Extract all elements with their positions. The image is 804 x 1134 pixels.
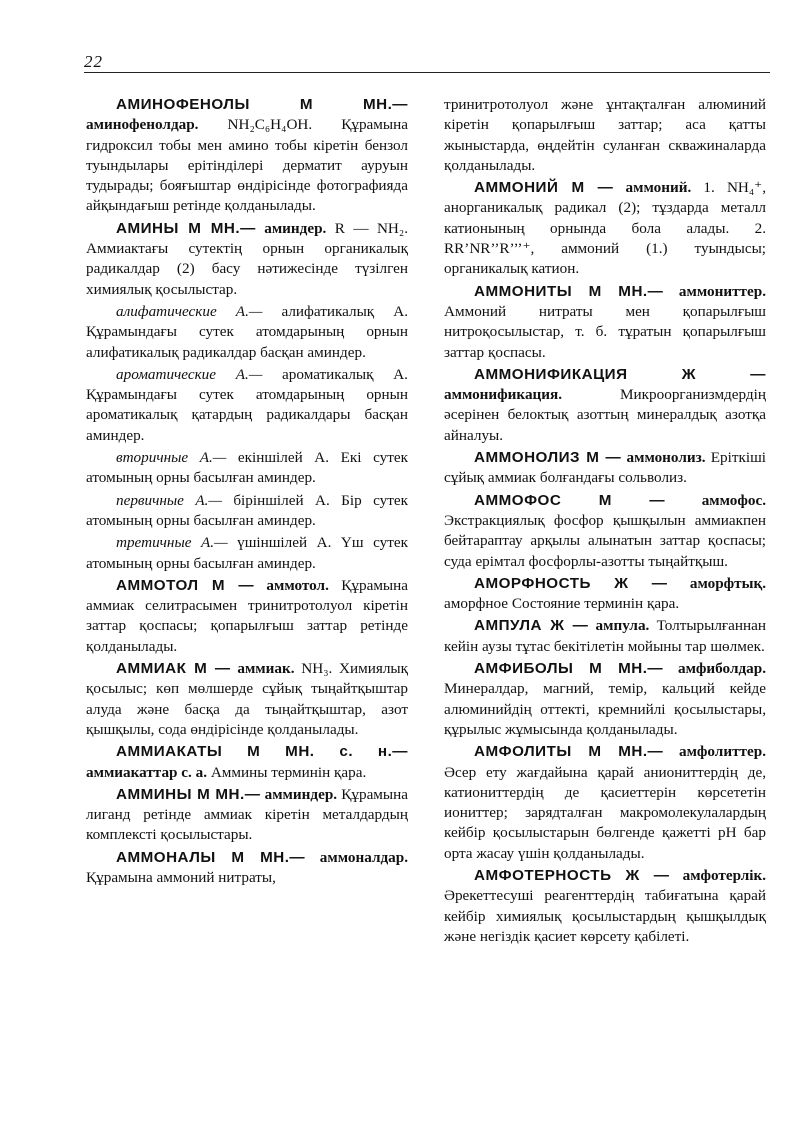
entry-translation: аммоний.: [625, 179, 692, 197]
dictionary-entry: [444, 574, 766, 615]
dictionary-entry: [86, 95, 408, 217]
entry-translation: аминофенолдар.: [86, 116, 199, 134]
sub-entry: [86, 448, 408, 489]
entry-continuation: тринитротолуол және ұнтақталған алюминий кіретін қопарылғыш заттар; аса қатты жыныстарда, өңдейтін суланған скважиналарда қолданылады.: [444, 96, 766, 174]
entry-definition: Құрамына аммиак селитрасымен тринитротолуол кіретін заттар қоспасы; қопарылғыш заттар ретінде қолданылады.: [86, 576, 408, 655]
entry-definition: Құрамына лиганд ретінде аммиак кіретін металдардың комплексті қосылыстары.: [86, 785, 408, 844]
entry-definition: Әрекеттесуші реагенттердің табиғатына қарай кейбір химиялық қосылыстардың қышқылдық және негіздік қасиет көрсету қабілеті.: [444, 887, 766, 945]
entry-definition: Құрамына аммоний нитраты,: [86, 868, 276, 886]
entry-definition: NH₂C₆H₄OH. Құрамына гидроксил тобы мен амино тобы кіретін бензол туындылары ерітінділері дерматит ауруын тудырады; бояғыштар өндірісінде фотографияда айқындағыш ретінде қолданылады.: [86, 116, 408, 215]
entry-translation: аммотол.: [266, 576, 329, 594]
entry-headword: АММОНАЛЫ М МН.—: [116, 848, 306, 866]
entry-headword: АММОНИФИКАЦИЯ Ж —: [474, 365, 766, 383]
entry-headword: АММОТОЛ М —: [116, 576, 255, 594]
sub-entry-definition: үшіншілей А. Үш сутек атомының орны басылған аминдер.: [86, 534, 408, 572]
dictionary-entry: [444, 365, 766, 446]
entry-definition: Аммины терминін қара.: [207, 763, 367, 781]
entry-definition: 1. NH₄⁺, анорганикалық радикал (2); тұздарда металл катионының орнында бола алады. 2. RR’NR’’R’’’⁺, аммоний (1.) туындысы; органикалық катион.: [444, 179, 767, 278]
entry-translation: аммониттер.: [678, 282, 767, 300]
sub-entry: [86, 365, 408, 446]
entry-definition: Әсер ету жағдайына қарай аниониттердің де, катиониттердің де қасиеттерін көрсететін иониттер; зарядталған макромолекулалардың кейбір қосылыстарын бөлгенде қажетті pH бар орта жасау үшін қолданылады.: [444, 763, 766, 862]
entry-translation: аморфтық.: [689, 574, 767, 592]
entry-definition: Ерiткiшi сұйық аммиак болғандағы сольволиз.: [444, 449, 766, 487]
entry-headword: АММОНИТЫ М МН.—: [474, 282, 664, 300]
sub-entry-term: ароматические А.—: [116, 365, 263, 383]
entry-translation: ампула.: [595, 617, 650, 635]
entry-translation: амфолиттер.: [678, 743, 766, 761]
entry-definition: NH₃. Химиялық қосылыс; көп мөлшерде сұйық тыңайтқыштар алуда және басқа да тыңайтқыштар, азот қышқылы, сода өндірісінде қолданылады.: [86, 660, 409, 738]
dictionary-entry: [444, 282, 766, 363]
entry-translation: амминдер.: [264, 785, 338, 803]
sub-entry: [86, 491, 408, 532]
dictionary-entry: [86, 219, 408, 300]
dictionary-entry: [444, 178, 766, 279]
entry-definition: Экстракциялық фосфор қышқылын аммиакпен бейтараптау арқылы алынатын заттар қоспасы; суда ерімтал фосфорлы-азотты тыңайтқыш.: [444, 511, 766, 570]
sub-entry: [86, 302, 408, 363]
entry-translation: амфиболдар.: [677, 660, 766, 678]
entry-translation: аминдер.: [264, 219, 327, 237]
entry-headword: АММОНОЛИЗ М —: [474, 449, 622, 467]
entry-translation: аммоналдар.: [319, 848, 408, 866]
sub-entry-definition: біріншілей А. Бір сутек атомының орны басылған аминдер.: [86, 491, 408, 529]
entry-definition: Минералдар, магний, темір, кальций кейде алюминийдің оттекті, кремнийлі қосылыстары, құрылыс жұмысында қолданылады.: [444, 680, 766, 738]
sub-entry-term: третичные А.—: [116, 534, 228, 552]
entry-definition: R — NH₂. Аммиактағы сутектің орнын органикалық радикалдар (2) басу нәтижесінде түзілген химиялық қосылыстар.: [86, 219, 408, 298]
entry-translation: амфотерлік.: [682, 866, 766, 884]
dictionary-entry: [444, 742, 766, 864]
dictionary-entry: [444, 616, 766, 657]
sub-entry-definition: ароматикалық А. Құрамындағы сутек атомдарының орнын ароматикалық қатардың радикалдары басқан аминдер.: [86, 365, 408, 444]
entry-headword: АМФОЛИТЫ М МН.—: [474, 743, 664, 761]
entry-definition: Микроорганизмдердің әсерінен белоктық азоттың минералдық азотқа айналуы.: [444, 386, 766, 444]
dictionary-entry: [86, 742, 408, 783]
dictionary-entry: [444, 448, 766, 489]
entry-headword: АММИАК М —: [116, 660, 231, 678]
sub-entry: [86, 533, 408, 574]
entry-headword: АММОНИЙ М —: [474, 179, 614, 197]
sub-entry-definition: екіншілей А. Екі сутек атомының орны басылған аминдер.: [86, 449, 408, 487]
sub-entry-term: алифатические А.—: [116, 302, 263, 320]
entry-headword: АММИНЫ М МН.—: [116, 785, 261, 803]
entry-headword: АМИНОФЕНОЛЫ М МН.—: [116, 96, 408, 113]
entry-translation: аммонификация.: [444, 386, 563, 404]
dictionary-entry: [86, 659, 408, 740]
entry-translation: аммиак.: [237, 660, 295, 678]
sub-entry-definition: алифатикалық А. Құрамындағы сутек атомдарының орнын алифатикалық радикалдар басқан аминдер.: [86, 302, 409, 361]
entry-translation: аммиакаттар с. а.: [86, 763, 208, 781]
entry-headword: АММОФОС М —: [474, 491, 666, 509]
sub-entry-term: первичные А.—: [116, 491, 222, 509]
right-column: [444, 95, 766, 949]
entry-translation: аммонолиз.: [626, 449, 706, 467]
entry-headword: АМИНЫ М МН.—: [116, 219, 256, 237]
entry-translation: аммофос.: [701, 491, 767, 509]
left-column: [86, 95, 408, 890]
dictionary-entry: [86, 576, 408, 657]
entry-headword: АММИАКАТЫ М МН. с. н.—: [116, 743, 408, 761]
entry-definition: Толтырылғаннан кейін аузы тұтас бекітілетін мойыны тар шөлмек.: [444, 617, 767, 655]
sub-entry-term: вторичные А.—: [116, 449, 227, 467]
entry-headword: АМПУЛА Ж —: [474, 617, 589, 635]
dictionary-entry: [444, 491, 766, 572]
entry-headword: АМОРФНОСТЬ Ж —: [474, 574, 668, 592]
header-rule: [84, 72, 770, 73]
entry-definition: Аммоний нитраты мен қопарылғыш нитроқосылыстар, т. б. тұратын қопарылғыш заттар қоспасы.: [444, 302, 766, 361]
entry-headword: АМФИБОЛЫ М МН.—: [474, 660, 664, 678]
dictionary-entry: [444, 866, 766, 947]
page-number: 22: [84, 52, 103, 71]
entry-definition: аморфное Состояние терминін қара.: [444, 595, 680, 613]
dictionary-entry: [444, 659, 766, 740]
entry-headword: АМФОТЕРНОСТЬ Ж —: [474, 866, 670, 884]
dictionary-entry: [86, 848, 408, 889]
dictionary-entry: [86, 785, 408, 846]
